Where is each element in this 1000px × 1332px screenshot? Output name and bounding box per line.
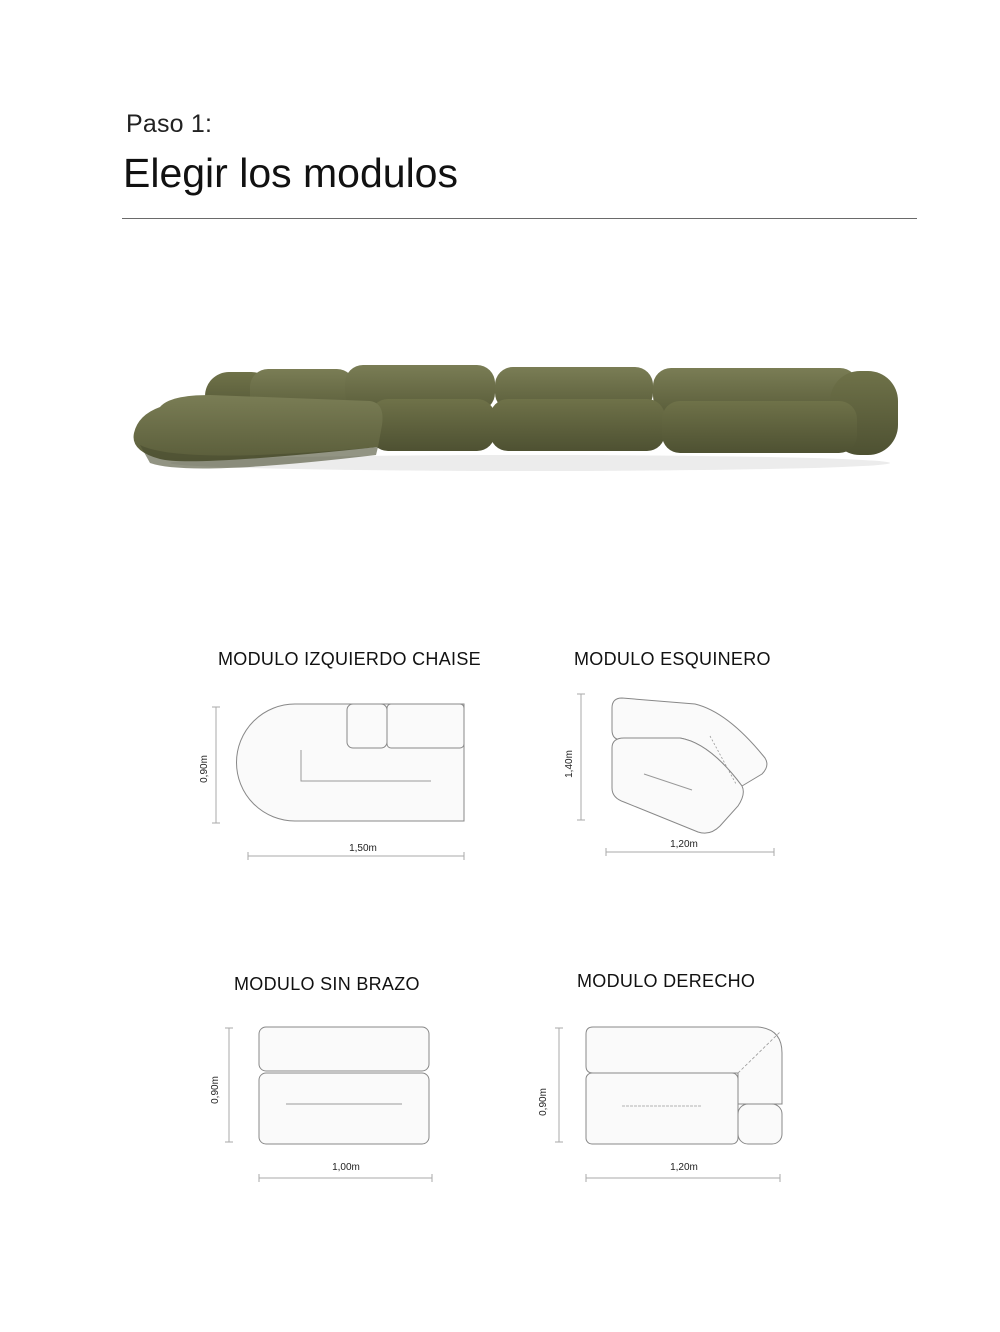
dim-depth-label: 1,40m [564, 750, 575, 778]
module-title-izquierdo-chaise: MODULO IZQUIERDO CHAISE [218, 649, 481, 669]
dim-width-label: 1,20m [670, 839, 698, 850]
dim-depth-label: 0,90m [538, 1088, 549, 1116]
title-divider [122, 218, 917, 219]
module-title-sin-brazo: MODULO SIN BRAZO [234, 974, 420, 994]
dim-width-label: 1,50m [349, 843, 377, 854]
sofa-product-image [130, 355, 900, 495]
module-diagram-esquinero [560, 688, 790, 863]
module-diagram-derecho [530, 1020, 800, 1190]
module-diagram-izquierdo-chaise [195, 695, 480, 865]
module-title-derecho: MODULO DERECHO [577, 971, 756, 991]
dim-width-label: 1,00m [332, 1162, 360, 1173]
page-title: Elegir los modulos [123, 150, 458, 196]
step-label: Paso 1: [126, 110, 213, 138]
module-diagram-sin-brazo [200, 1020, 450, 1190]
module-title-esquinero: MODULO ESQUINERO [574, 649, 771, 669]
dim-depth-label: 0,90m [199, 755, 210, 783]
dim-depth-label: 0,90m [210, 1076, 221, 1104]
dim-width-label: 1,20m [670, 1162, 698, 1173]
